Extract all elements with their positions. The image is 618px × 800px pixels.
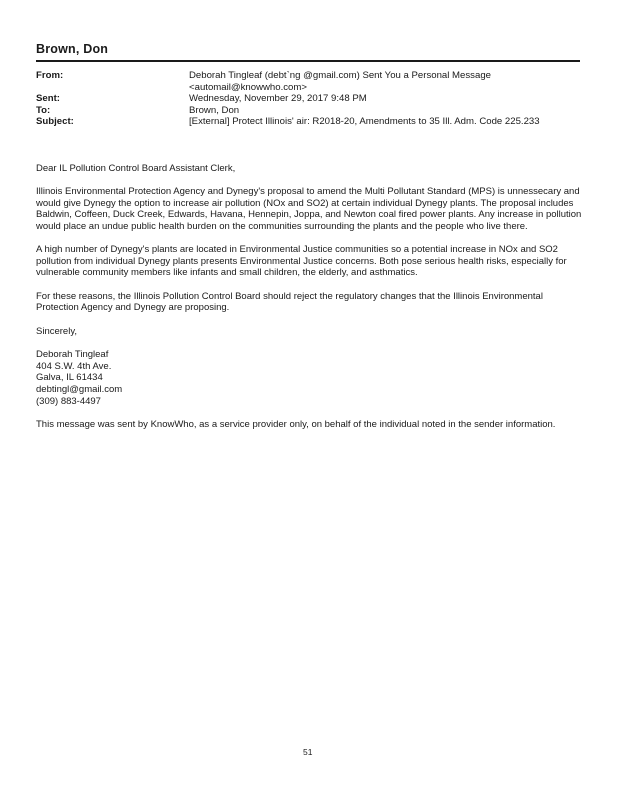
mailbox-owner-name: Brown, Don (36, 42, 109, 56)
subject-value: [External] Protect Illinois' air: R2018-20, Amendments to 35 Ill. Adm. Code 225.233 (189, 116, 540, 128)
to-value: Brown, Don (189, 104, 240, 116)
from-row (36, 70, 596, 93)
closing: Sincerely, (36, 325, 78, 337)
page-number: 51 (303, 747, 313, 757)
from-value-line2: <automail@knowwho.com> (189, 81, 307, 93)
header-divider (36, 60, 580, 62)
email-header (36, 70, 596, 128)
body-paragraph-2: A high number of Dynegy's plants are located in Environmental Justice communities so a potential increase in NOx and SO2 pollution from individual Dynegy plants presents Environmental Justice concerns. Both pose serious health risks, especially for vulnerable community members like infants and small children, the elderly, and asthmatics. (36, 244, 567, 279)
sent-value: Wednesday, November 29, 2017 9:48 PM (189, 93, 367, 105)
footer-note: This message was sent by KnowWho, as a service provider only, on behalf of the individual noted in the sender information. (36, 418, 556, 430)
body-paragraph-1: Illinois Environmental Protection Agency and Dynegy's proposal to amend the Multi Pollutant Standard (MPS) is unnessecary and would give Dynegy the option to increase air pollution (NOx and SO2) at certain individual Dynegy plants. The proposal includes Baldwin, Coffeen, Duck Creek, Edwards, Havana, Hennepin, Joppa, and Newton coal fired power plants. Any increase in pollution would place an undue public health burden on the communities surrounding the plants and the people who live there. (36, 186, 582, 232)
to-label: To: (36, 104, 51, 116)
subject-label: Subject: (36, 116, 74, 128)
from-value (189, 70, 596, 93)
greeting: Dear IL Pollution Control Board Assistant Clerk, (36, 163, 236, 174)
subject-row (36, 116, 596, 128)
signature-block (36, 349, 582, 407)
email-body (36, 163, 582, 431)
from-value-line1: Deborah Tingleaf (debt`ng @gmail.com) Sent You a Personal Message (189, 70, 491, 81)
body-paragraph-3: For these reasons, the Illinois Pollution Control Board should reject the regulatory changes that the Illinois Environmental Protection Agency and Dynegy are proposing. (36, 290, 543, 314)
signature-email: debtingl@gmail.com (36, 384, 123, 395)
sent-label: Sent: (36, 93, 60, 105)
signature-street: 404 S.W. 4th Ave. (36, 360, 112, 372)
signature-phone: (309) 883-4497 (36, 395, 101, 407)
signature-city: Galva, IL 61434 (36, 372, 103, 384)
signature-name: Deborah Tingleaf (36, 349, 109, 361)
from-label: From: (36, 70, 64, 81)
sent-row (36, 93, 596, 105)
to-row (36, 105, 596, 117)
